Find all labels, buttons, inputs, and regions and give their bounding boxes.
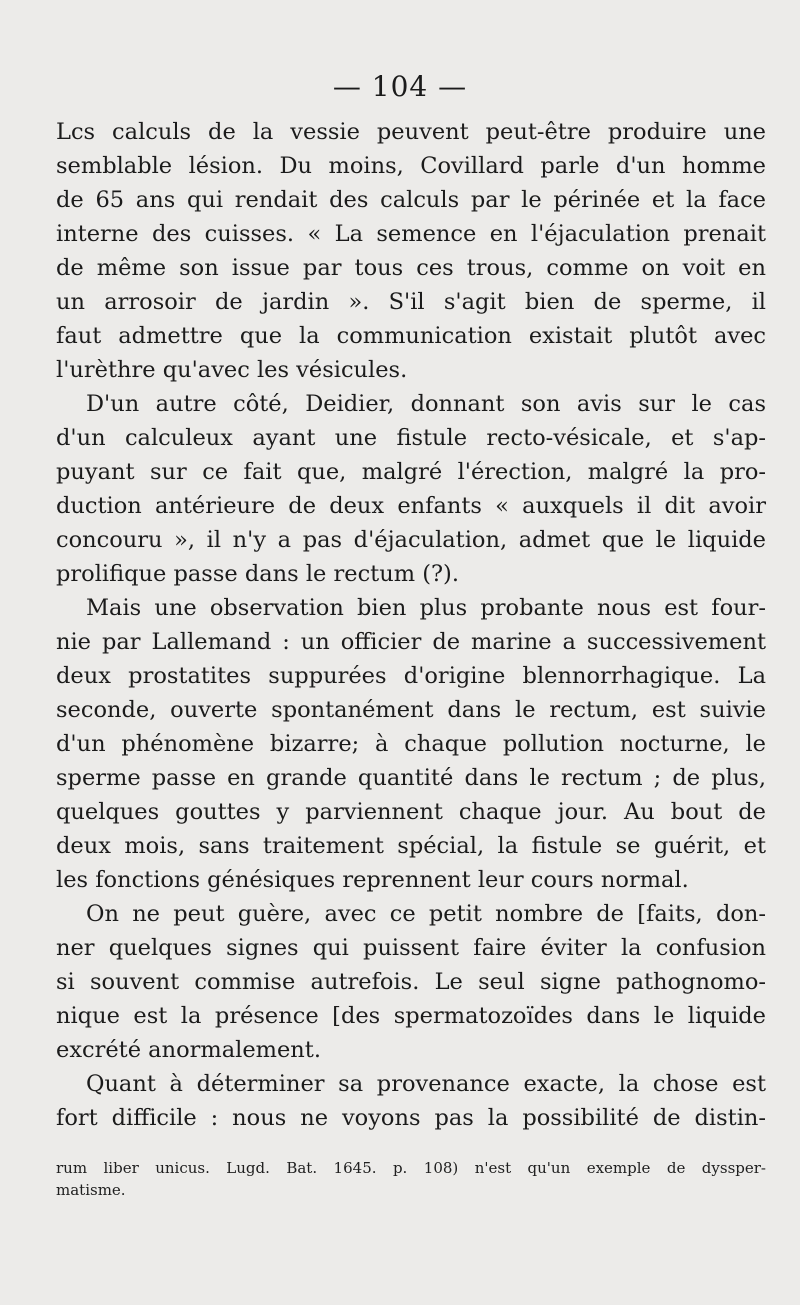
text-line-28: excrété anormalement. [56, 1037, 321, 1063]
text-line-21: quelques gouttes y parviennent chaque jour. Au bout de [56, 799, 766, 825]
text-line-1: Lcs calculs de la vessie peuvent peut-être produire une [56, 119, 766, 145]
footnote-line-2: matisme. [56, 1181, 126, 1199]
text-line-5: de même son issue par tous ces trous, comme on voit en [56, 255, 766, 281]
text-line-25: ner quelques signes qui puissent faire éviter la confusion [56, 935, 766, 961]
text-line-11: puyant sur ce fait que, malgré l'érection, malgré la pro- [56, 459, 766, 485]
text-line-23: les fonctions génésiques reprennent leur cours normal. [56, 867, 689, 893]
text-line-7: faut admettre que la communication existait plutôt avec [56, 323, 766, 349]
text-line-9: D'un autre côté, Deidier, donnant son avis sur le cas [86, 391, 766, 417]
text-line-4: interne des cuisses. « La semence en l'éjaculation prenait [56, 221, 766, 247]
text-line-14: prolifique passe dans le rectum (?). [56, 561, 459, 587]
text-line-12: duction antérieure de deux enfants « auxquels il dit avoir [56, 493, 766, 519]
text-line-6: un arrosoir de jardin ». S'il s'agit bien de sperme, il [56, 289, 766, 315]
footnote-line-1: rum liber unicus. Lugd. Bat. 1645. p. 108) n'est qu'un exemple de dyssper- [56, 1159, 766, 1177]
text-line-10: d'un calculeux ayant une fistule recto-vésicale, et s'ap- [56, 425, 766, 451]
text-line-3: de 65 ans qui rendait des calculs par le périnée et la face [56, 187, 766, 213]
text-line-24: On ne peut guère, avec ce petit nombre de [faits, don- [86, 901, 766, 927]
text-line-18: seconde, ouverte spontanément dans le rectum, est suivie [56, 697, 766, 723]
page-number: — 104 — [332, 70, 468, 103]
text-line-20: sperme passe en grande quantité dans le rectum ; de plus, [56, 765, 766, 791]
text-line-30: fort difficile : nous ne voyons pas la possibilité de distin- [56, 1105, 766, 1131]
text-line-2: semblable lésion. Du moins, Covillard parle d'un homme [56, 153, 766, 179]
text-line-27: nique est la présence [des spermatozoïdes dans le liquide [56, 1003, 766, 1029]
text-line-16: nie par Lallemand : un officier de marine a successivement [56, 629, 766, 655]
text-line-19: d'un phénomène bizarre; à chaque pollution nocturne, le [56, 731, 766, 757]
text-line-8: l'urèthre qu'avec les vésicules. [56, 357, 408, 383]
text-line-26: si souvent commise autrefois. Le seul signe pathognomo- [56, 969, 766, 995]
text-line-15: Mais une observation bien plus probante nous est four- [86, 595, 766, 621]
text-line-13: concouru », il n'y a pas d'éjaculation, admet que le liquide [56, 527, 766, 553]
text-line-22: deux mois, sans traitement spécial, la fistule se guérit, et [56, 833, 766, 859]
text-line-17: deux prostatites suppurées d'origine blennorrhagique. La [56, 663, 766, 689]
text-line-29: Quant à déterminer sa provenance exacte, la chose est [86, 1071, 766, 1097]
